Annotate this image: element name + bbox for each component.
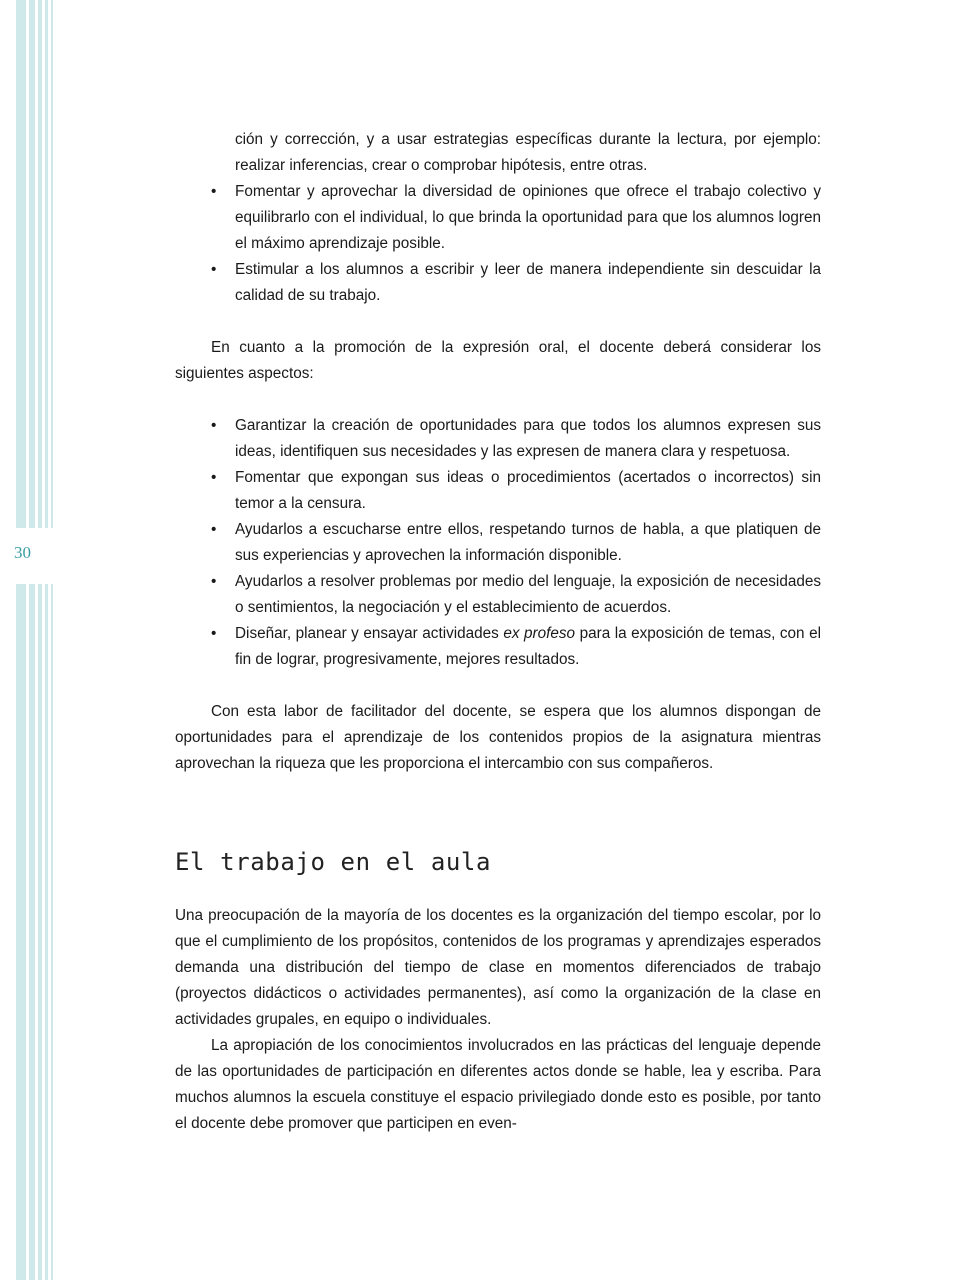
list-item: • Diseñar, planear y ensayar actividades ex profeso para la exposición de temas, con el fin de lograr, progresivamente, mejores resultados. — [175, 621, 821, 673]
bullet-icon: • — [211, 573, 217, 590]
list-item: • Garantizar la creación de oportunidades para que todos los alumnos expresen sus ideas, identifiquen sus necesidades y las expresen de manera clara y respetuosa. — [175, 413, 821, 465]
page-number: 30 — [14, 543, 31, 562]
bullet-icon: • — [211, 521, 217, 538]
bullet-icon: • — [211, 625, 217, 642]
list-item: • Fomentar y aprovechar la diversidad de opiniones que ofrece el trabajo colectivo y equilibrarlo con el individual, lo que brinda la oportunidad para que los alumnos logren el máximo aprendizaje posible. — [175, 179, 821, 257]
intro-continuation: ción y corrección, y a usar estrategias específicas durante la lectura, por ejemplo: realizar inferencias, crear o comprobar hipótesis, entre otras. — [235, 131, 821, 174]
list-item: • Fomentar que expongan sus ideas o procedimientos (acertados o incorrectos) sin temor a la censura. — [175, 465, 821, 517]
paragraph-aula-2: La apropiación de los conocimientos involucrados en las prácticas del lenguaje depende de las oportunidades de participación en diferentes actos donde se hable, lea y escriba. Para muchos alumnos la escuela constituye el espacio privilegiado donde esto es posible, por tanto el docente debe promover que participen en even- — [175, 1037, 821, 1132]
bullet-list-2 — [175, 413, 821, 673]
paragraph-oral: En cuanto a la promoción de la expresión oral, el docente deberá considerar los siguientes aspectos: — [175, 339, 821, 382]
bullet-icon: • — [211, 469, 217, 486]
bullet-icon: • — [211, 183, 217, 200]
paragraph-facilitador: Con esta labor de facilitador del docente, se espera que los alumnos dispongan de oportunidades para el aprendizaje de los contenidos propios de la asignatura mientras aprovechan la riqueza que les proporciona el intercambio con sus compañeros. — [175, 703, 821, 772]
bullet-icon: • — [211, 261, 217, 278]
list-item: • Estimular a los alumnos a escribir y leer de manera independiente sin descuidar la calidad de su trabajo. — [175, 257, 821, 309]
page-content — [175, 127, 821, 1137]
decorative-stripes — [0, 0, 60, 1280]
bullet-list-1 — [175, 179, 821, 309]
list-item: • Ayudarlos a escucharse entre ellos, respetando turnos de habla, a que platiquen de sus experiencias y aprovechen la información disponible. — [175, 517, 821, 569]
paragraph-aula-1: Una preocupación de la mayoría de los docentes es la organización del tiempo escolar, por lo que el cumplimiento de los propósitos, contenidos de los programas y aprendizajes esperados demanda una distribución del tiempo de clase en momentos diferenciados de trabajo (proyectos didácticos o actividades permanentes), así como la organización de la clase en actividades grupales, en equipo o individuales. — [175, 907, 821, 1028]
section-title: El trabajo en el aula — [175, 848, 492, 876]
list-item: • Ayudarlos a resolver problemas por medio del lenguaje, la exposición de necesidades o sentimientos, la negociación y el establecimiento de acuerdos. — [175, 569, 821, 621]
bullet-icon: • — [211, 417, 217, 434]
